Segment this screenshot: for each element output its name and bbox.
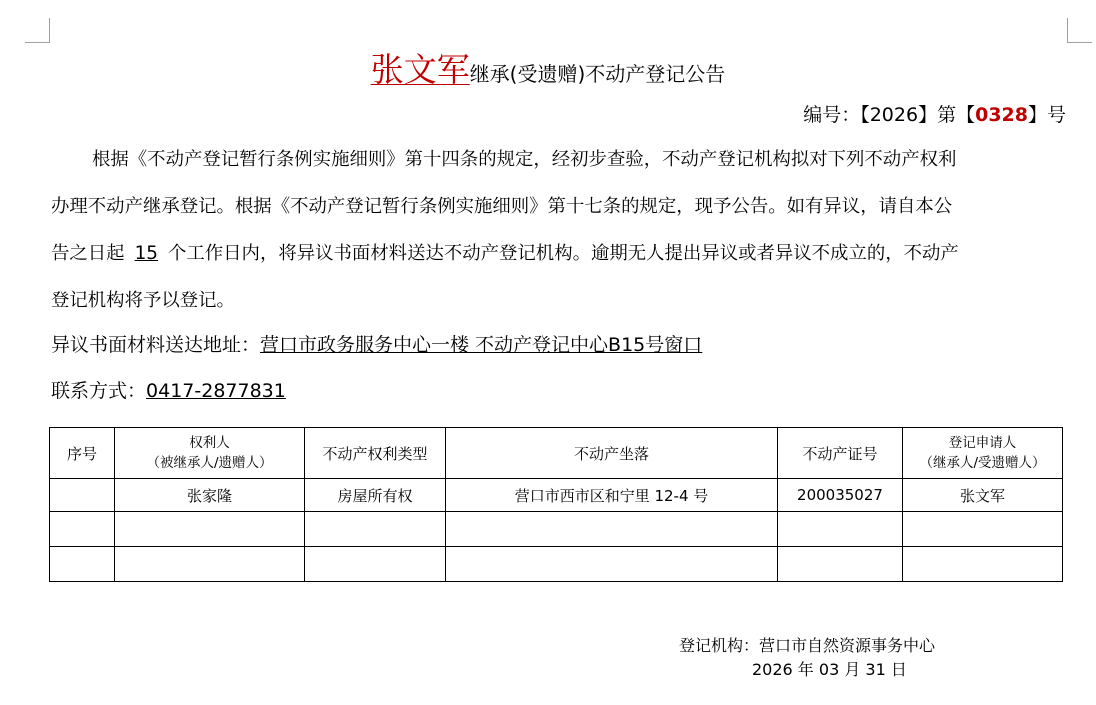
table-row <box>50 547 1063 582</box>
header-applicant-line2: （继承人/受遗赠人） <box>919 455 1046 471</box>
body-line-3-after: 个工作日内，将异议书面材料送达不动产登记机构。逾期无人提出异议或者异议不成立的，不动产 <box>167 243 959 264</box>
cell-seq <box>50 512 115 547</box>
cell-holder <box>115 512 305 547</box>
page-corner-marker-top-right <box>1067 18 1092 43</box>
cell-right-type <box>305 547 446 582</box>
table-row <box>50 512 1063 547</box>
header-right-type: 不动产权利类型 <box>305 428 446 479</box>
body-line-3 <box>51 230 1067 277</box>
cell-right-type <box>305 512 446 547</box>
docnum-year: 2026 <box>869 104 919 126</box>
header-holder-line1: 权利人 <box>189 435 230 451</box>
table-header-row <box>50 428 1063 479</box>
body-line-4: 登记机构将予以登记。 <box>51 290 235 311</box>
registration-org: 登记机构：营口市自然资源事务中心 <box>679 636 936 655</box>
address-value: 营口市政务服务中心一楼 不动产登记中心B15号窗口 <box>260 334 703 356</box>
document-number <box>803 100 1066 127</box>
body-line-3-before: 告之日起 <box>51 243 125 264</box>
header-seq: 序号 <box>50 428 115 479</box>
notice-body <box>51 136 1067 324</box>
cell-cert-no <box>778 547 903 582</box>
contact-label: 联系方式： <box>51 380 147 402</box>
objection-days: 15 <box>134 243 158 264</box>
cell-right-type: 房屋所有权 <box>305 479 446 512</box>
docnum-serial: 0328 <box>975 104 1028 126</box>
address-label: 异议书面材料送达地址： <box>51 334 261 356</box>
cell-holder <box>115 547 305 582</box>
cell-location: 营口市西市区和宁里 12-4 号 <box>446 479 778 512</box>
cell-holder: 张家隆 <box>115 479 305 512</box>
cell-applicant: 张文军 <box>903 479 1063 512</box>
header-cert-no: 不动产证号 <box>778 428 903 479</box>
title-name: 张文军 <box>370 50 470 89</box>
cell-location <box>446 512 778 547</box>
notice-title <box>0 44 1096 91</box>
header-holder <box>115 428 305 479</box>
header-applicant <box>903 428 1063 479</box>
page-corner-marker-top-left <box>25 18 50 43</box>
contact-value: 0417-2877831 <box>146 380 286 402</box>
contact-info <box>51 376 286 403</box>
table-row <box>50 479 1063 512</box>
cell-applicant <box>903 512 1063 547</box>
header-holder-line2: （被继承人/遗赠人） <box>146 455 273 471</box>
cell-applicant <box>903 547 1063 582</box>
notice-date: 2026 年 03 月 31 日 <box>752 660 907 679</box>
cell-cert-no: 200035027 <box>778 479 903 512</box>
cell-seq <box>50 479 115 512</box>
cell-cert-no <box>778 512 903 547</box>
body-line-2: 办理不动产继承登记。根据《不动产登记暂行条例实施细则》第十七条的规定，现予公告。如有异议，请自本公 <box>51 196 953 217</box>
objection-address <box>51 330 702 357</box>
property-table <box>49 427 1063 582</box>
docnum-prefix: 编号：【 <box>803 104 870 126</box>
title-rest: 继承(受遗赠)不动产登记公告 <box>469 62 726 86</box>
docnum-mid: 】第【 <box>918 104 976 126</box>
cell-seq <box>50 547 115 582</box>
docnum-suffix: 】号 <box>1027 104 1066 126</box>
body-line-1: 根据《不动产登记暂行条例实施细则》第十四条的规定，经初步查验，不动产登记机构拟对下列不动产权利 <box>92 149 957 170</box>
cell-location <box>446 547 778 582</box>
header-applicant-line1: 登记申请人 <box>948 435 1017 451</box>
header-location: 不动产坐落 <box>446 428 778 479</box>
